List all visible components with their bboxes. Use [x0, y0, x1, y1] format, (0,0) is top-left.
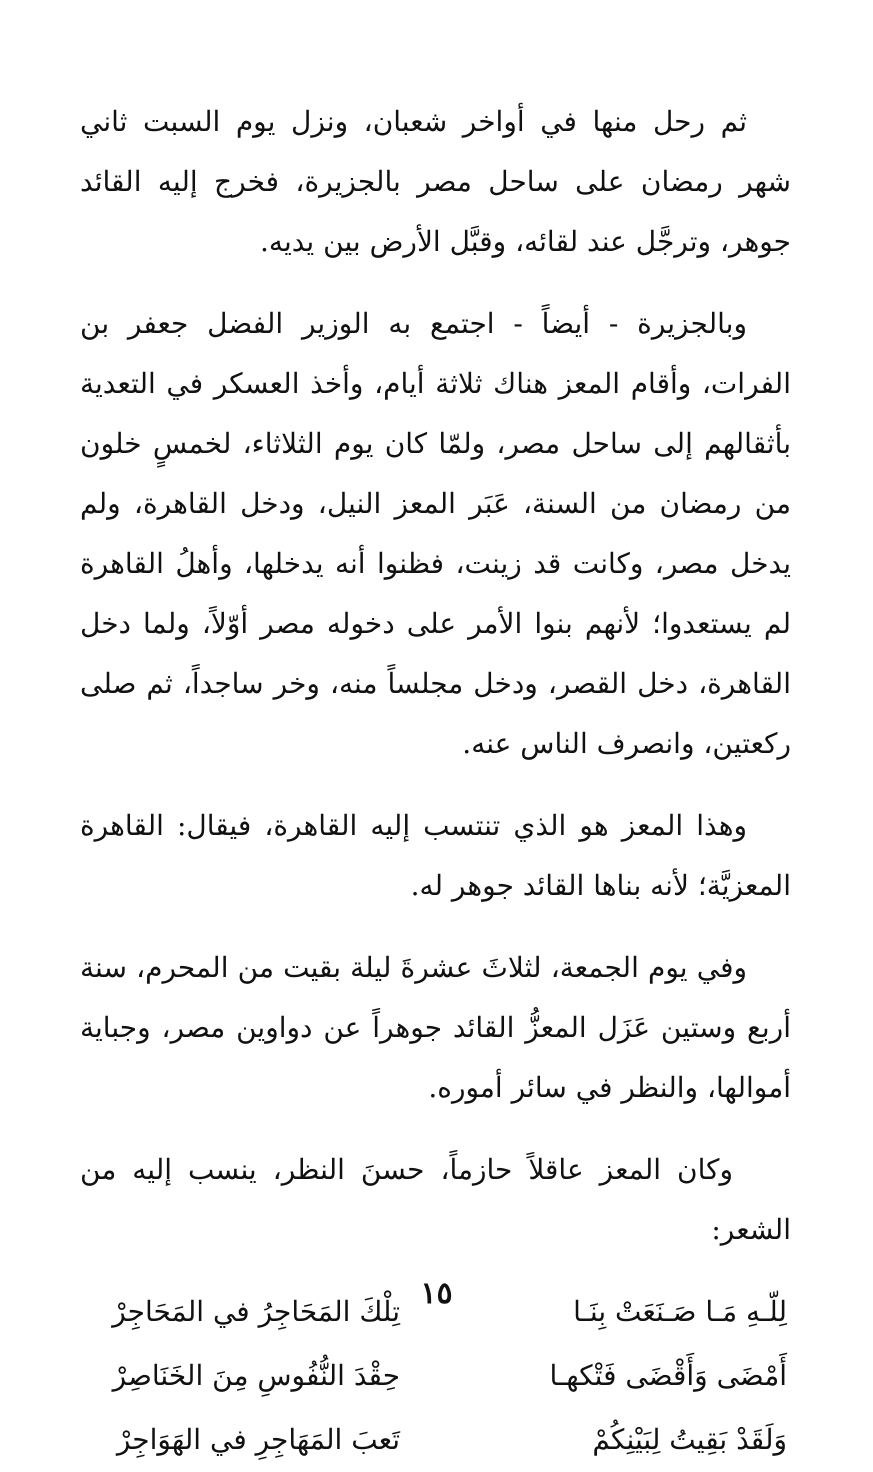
- verse-second-hemistich: تِلْكَ المَحَاجِرُ في المَحَاجِرْ: [112, 1295, 400, 1328]
- verse-second-hemistich: حِقْدَ النُّفُوسِ مِنَ الخَنَاصِرْ: [112, 1359, 400, 1392]
- paragraph: وبالجزيرة - أيضاً - اجتمع به الوزير الفضل جعفر بن الفرات، وأقام المعز هناك ثلاثة أيام، وأخذ العسكر في التعدية بأثقالهم إلى ساحل مصر، ولمّا كان يوم الثلاثاء، لخمسٍ خلون من رمضان من السنة، عَبَر المعز النيل، ودخل القاهرة، ولم يدخل مصر، وكانت قد زينت، فظنوا أنه يدخلها، وأهلُ القاهرة لم يستعدوا؛ لأنهم بنوا الأمر على دخوله مصر أوّلاً، ولما دخل القاهرة، دخل القصر، ودخل مجلساً منه، وخر ساجداً، ثم صلى ركعتين، وانصرف الناس عنه.: [80, 307, 791, 760]
- body-text: [80, 92, 791, 1472]
- verse-first-hemistich: لِلّـهِ مَـا صَـنَعَتْ بِنَـا: [573, 1295, 787, 1328]
- poem-verse: [80, 1408, 791, 1472]
- paragraph: وهذا المعز هو الذي تنتسب إليه القاهرة، فيقال: القاهرة المعزيَّة؛ لأنه بناها القائد جوهر له.: [80, 809, 791, 902]
- verse-first-hemistich: وَلَقَدْ بَقِيتُ لِبَيْنِكُمْ: [592, 1423, 787, 1456]
- poem-intro: وكان المعز عاقلاً حازماً، حسنَ النظر، ينسب إليه من الشعر:: [80, 1153, 791, 1246]
- paragraph: وفي يوم الجمعة، لثلاثَ عشرةَ ليلة بقيت من المحرم، سنة أربع وستين عَزَل المعزُّ القائد جوهراً عن دواوين مصر، وجباية أموالها، والنظر في سائر أموره.: [80, 951, 791, 1104]
- verse-first-hemistich: أَمْضَى وَأَقْضَى فَتْكهـا: [549, 1359, 787, 1392]
- poem-verse: [80, 1344, 791, 1408]
- verse-second-hemistich: تَعبَ المَهَاجِرِ في الهَوَاجِرْ: [116, 1423, 400, 1456]
- paragraph: ثم رحل منها في أواخر شعبان، ونزل يوم السبت ثاني شهر رمضان على ساحل مصر بالجزيرة، فخرج إليه القائد جوهر، وترجَّل عند لقائه، وقبَّل الأرض بين يديه.: [80, 105, 791, 258]
- page-number: ١٥: [420, 1276, 453, 1311]
